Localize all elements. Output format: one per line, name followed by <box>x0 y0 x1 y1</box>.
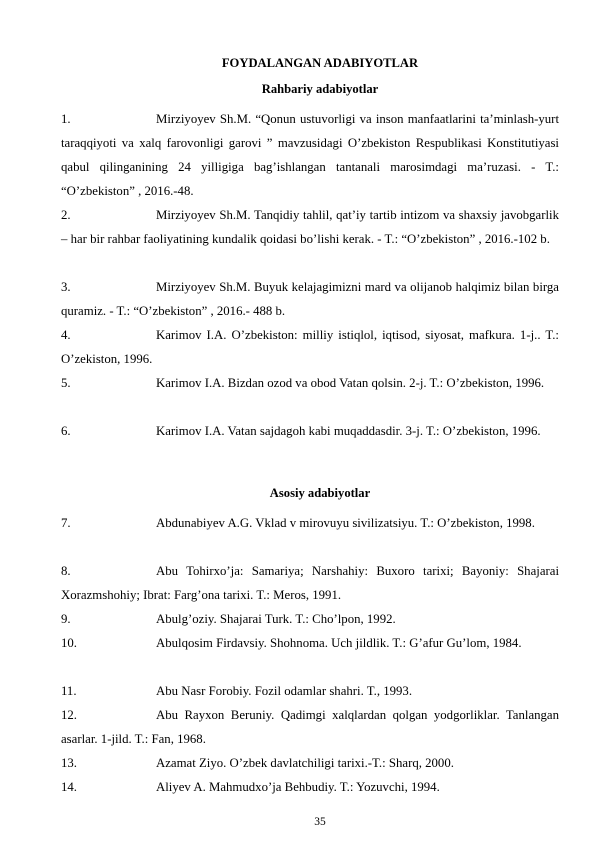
reference-text: Abu Nasr Forobiy. Fozil odamlar shahri. T., 1993. <box>156 684 413 698</box>
reference-text: Karimov I.A. Vatan sajdagoh kabi muqaddasdir. 3-j. T.: O’zbekiston, 1996. <box>156 424 541 438</box>
reference-item <box>61 679 559 703</box>
page-title: FOYDALANGAN ADABIYOTLAR <box>221 56 419 70</box>
reference-number: 12. <box>61 708 77 722</box>
reference-item <box>61 703 559 751</box>
reference-number: 5. <box>61 376 71 390</box>
reference-item <box>61 607 559 631</box>
reference-item <box>61 511 559 535</box>
reference-number: 13. <box>61 756 77 770</box>
reference-number: 14. <box>61 780 77 794</box>
reference-item <box>61 371 559 395</box>
reference-text: Karimov I.A. Bizdan ozod va obod Vatan qolsin. 2-j. T.: O’zbekiston, 1996. <box>156 376 545 390</box>
reference-number: 3. <box>61 280 71 294</box>
reference-number: 2. <box>61 208 71 222</box>
reference-text: Abulqosim Firdavsiy. Shohnoma. Uch jildlik. T.: G’afur Gu’lom, 1984. <box>156 636 522 650</box>
reference-item <box>61 275 559 323</box>
reference-number: 9. <box>61 612 71 626</box>
reference-text: Azamat Ziyo. O’zbek davlatchiligi tarixi.-T.: Sharq, 2000. <box>156 756 454 770</box>
reference-text: Aliyev A. Mahmudxo’ja Behbudiy. T.: Yozuvchi, 1994. <box>156 780 440 794</box>
reference-text: Abulg’oziy. Shajarai Turk. T.: Cho’lpon, 1992. <box>156 612 396 626</box>
reference-text: Abdunabiyev A.G. Vklad v mirovuyu sivilizatsiyu. T.: O’zbekiston, 1998. <box>156 516 535 530</box>
reference-item <box>61 323 559 371</box>
reference-number: 1. <box>61 112 71 126</box>
reference-number: 7. <box>61 516 71 530</box>
reference-text: Mirziyoyev Sh.M. Tanqidiy tahlil, qat’iy tartib intizom va shaxsiy javobgarlik – har bir rahbar faoliyatining kundalik qoidasi bo’lishi kerak. - T.: “O’zbekiston” , 2016.-102 b. <box>61 208 559 246</box>
reference-item <box>61 631 559 655</box>
reference-item <box>61 107 559 203</box>
reference-number: 11. <box>61 684 77 698</box>
reference-item <box>61 419 559 443</box>
reference-item <box>61 751 559 775</box>
reference-text: Abu Rayxon Beruniy. Qadimgi xalqlardan qolgan yodgorliklar. Tanlangan asarlar. 1-jild. T.: Fan, 1968. <box>61 708 559 746</box>
reference-number: 4. <box>61 328 71 342</box>
reference-text: Abu Tohirxo’ja: Samariya; Narshahiy: Buxoro tarixi; Bayoniy: Shajarai Xorazmshohiy; Ibrat: Farg’ona tarixi. T.: Meros, 1991. <box>61 564 559 602</box>
reference-text: Karimov I.A. O’zbekiston: milliy istiqlol, iqtisod, siyosat, mafkura. 1-j.. T.: O’zekiston, 1996. <box>61 328 559 366</box>
reference-item <box>61 775 559 799</box>
reference-item <box>61 203 559 251</box>
reference-text: Mirziyoyev Sh.M. Buyuk kelajagimizni mard va olijanob halqimiz bilan birga quramiz. - T.: “O’zbekiston” , 2016.- 488 b. <box>61 280 559 318</box>
reference-number: 8. <box>61 564 71 578</box>
section-heading-primary: Rahbariy adabiyotlar <box>261 82 379 96</box>
reference-text: Mirziyoyev Sh.M. “Qonun ustuvorligi va inson manfaatlarini ta’minlash-yurt taraqqiyoti va xalq farovonligi garovi ” mavzusidagi O’zbekiston Respublikasi Konstitutiyasi qabul qilinganining 24 yilligiga bag’ishlangan tantanali marosimdagi ma’ruzasi. - T.: “O’zbekiston” , 2016.-48. <box>61 112 559 198</box>
section-heading-main: Asosiy adabiyotlar <box>269 486 371 500</box>
reference-number: 6. <box>61 424 71 438</box>
page-number: 35 <box>314 816 326 828</box>
reference-number: 10. <box>61 636 77 650</box>
reference-item <box>61 559 559 607</box>
